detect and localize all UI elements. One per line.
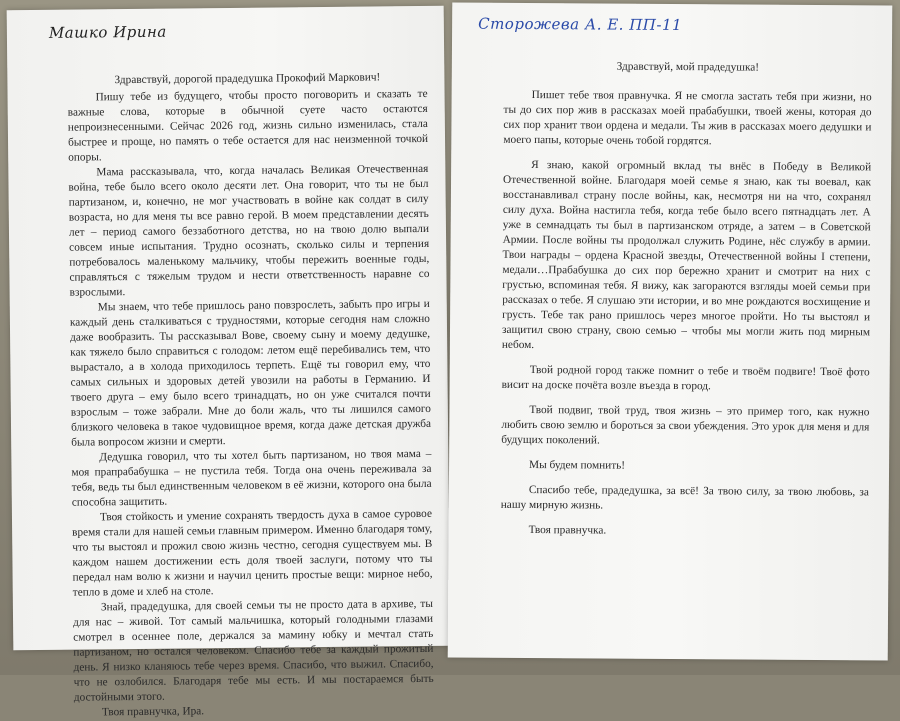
handwritten-author-name: Сторожева А. Е. ПП-11 xyxy=(478,14,683,35)
letter-signoff: Твоя правнучка. xyxy=(528,524,607,537)
letter-paragraph: Мама рассказывала, что, когда началась Великая Отечественная война, тебе было всего около десяти лет. Она говорит, что ты не был партизаном, и, конечно, не мог участвовать в войне как солдат в силу возраста, но для меня ты все равно герой. В моем представлении десять лет – период самого беззаботного детства, но на твою долю выпали совсем иные испытания. Трудно осознать, сколько силы и терпения потребовалось маленькому мальчику, чтобы пережить военные годы, справляться с тяжелым трудом и нести ответственность наравне со взрослыми. xyxy=(68,162,430,299)
handwritten-author-name: Машко Ирина xyxy=(48,22,167,42)
letter-greeting: Здравствуй, мой прадедушка! xyxy=(616,60,760,74)
letter-signoff: Твоя правнучка, Ира. xyxy=(101,705,205,719)
letter-paragraph: Я знаю, какой огромный вклад ты внёс в Победу в Великой Отечественной войне. Благодаря моей семье я знаю, как ты воевал, как восстанавливал страну после войны, как, несмотря ни на что, сохранял силу духа. Война настигла тебя, когда тебе было всего пятнадцать лет. А уже в семнадцать ты был в партизанском отряде, а затем – в Советской Армии. После войны ты продолжал служить Родине, нёс службу в армии. Твои награды – ордена Красной звезды, Отечественной войны I степени, медали…Прабабушка до сих пор бережно хранит и смотрит на них с грустью, вспоминая тебя. Я вижу, как загораются взгляды моей семьи при рассказах о тебе. Я слушаю эти истории, и во мне рождаются восхищение и грусть. Тебе так рано пришлось через многое пройти. Но ты выстоял и защитил свою страну, свою семью – чтобы мы могли жить под мирным небом. xyxy=(501,159,872,352)
letter-paragraph: Мы знаем, что тебе пришлось рано повзрослеть, забыть про игры и каждый день сталкиваться с трудностями, которые сегодня нам сложно даже вообразить. Ты рассказывал Вове, своему сыну и моему дедушке, как тяжело было справиться с голодом: летом ещё перебивались тем, что вырастало, а в холода приходилось терпеть. Ещё ты говорил ему, что самых сильных и здоровых детей увозили на работы в Германию. И твоего друга – ему было всего тринадцать, но он уже считался почти взрослым – тоже забрали. Мне до боли жаль, что ты лишился самого близкого человека в такое чудовищное время, когда даже детская дружба была вопросом жизни и смерти. xyxy=(69,297,432,449)
letter-paragraph: Пишет тебе твоя правнучка. Я не смогла застать тебя при жизни, но ты до сих пор жив в рассказах моей прабабушки, твоей жены, которая до сих пор хранит твои ордена и медали. Ты жив в рассказах моего дедушки и моего папы, которые очень тобой гордятся. xyxy=(503,89,872,148)
letter-paragraph: Твой подвиг, твой труд, твоя жизнь – это пример того, как нужно любить свою землю и бороться за свои убеждения. Это урок для меня и для будущих поколений. xyxy=(501,404,870,447)
letter-paragraph: Мы будем помнить! xyxy=(529,459,626,472)
letter-sheet-left xyxy=(7,6,451,719)
letter-body-left xyxy=(67,70,434,721)
letter-body-right xyxy=(501,59,872,541)
letter-paragraph: Твой родной город также помнит о тебе и твоём подвиге! Твоё фото висит на доске почёта возле въезда в город. xyxy=(501,364,870,393)
letter-paragraph: Знай, прадедушка, для своей семьи ты не просто дата в архиве, ты для нас – живой. Тот самый мальчишка, который голодными глазами смотрел в осеннее поле, держался за мамину юбку и мечтал стать партизаном, но остался человеком. Спасибо тебе за каждый прожитый день. Я низко кланяюсь тебе через время. Спасибо, что выжил. Спасибо, что не озлобился. Благодаря тебе мы есть. И мы постараемся быть достойными этого. xyxy=(73,597,434,704)
letter-sheet-right xyxy=(448,2,893,660)
letter-paragraph: Пишу тебе из будущего, чтобы просто поговорить и сказать те важные слова, которые в обычной суете часто остаются непроизнесенными. Сейчас 2026 год, жизнь сильно изменилась, стала быстрее и проще, но память о тебе остается для нас неизменной точкой опоры. xyxy=(67,87,429,164)
letter-paragraph: Дедушка говорил, что ты хотел быть партизаном, но твоя мама – моя прапрабабушка – не пустила тебя. Тогда она очень переживала за тебя, ведь ты был единственным человеком в её жизни, которого она была способна защитить. xyxy=(71,447,432,509)
letter-paragraph: Спасибо тебе, прадедушка, за всё! За твою силу, за твою любовь, за нашу мирную жизнь. xyxy=(500,484,869,512)
letter-greeting: Здравствуй, дорогой прадедушка Прокофий Маркович! xyxy=(114,71,381,87)
letter-paragraph: Твоя стойкость и умение сохранять твердость духа в самое суровое время стали для нашей семьи главным примером. Именно благодаря тому, что ты выстоял и прожил свою жизнь честно, сегодня существуем мы. В каждом нашем достижении есть доля твоей заслуги, потому что ты передал нам волю к жизни и научил ценить простые вещи: мирное небо, тепло в доме и хлеб на столе. xyxy=(72,507,433,599)
